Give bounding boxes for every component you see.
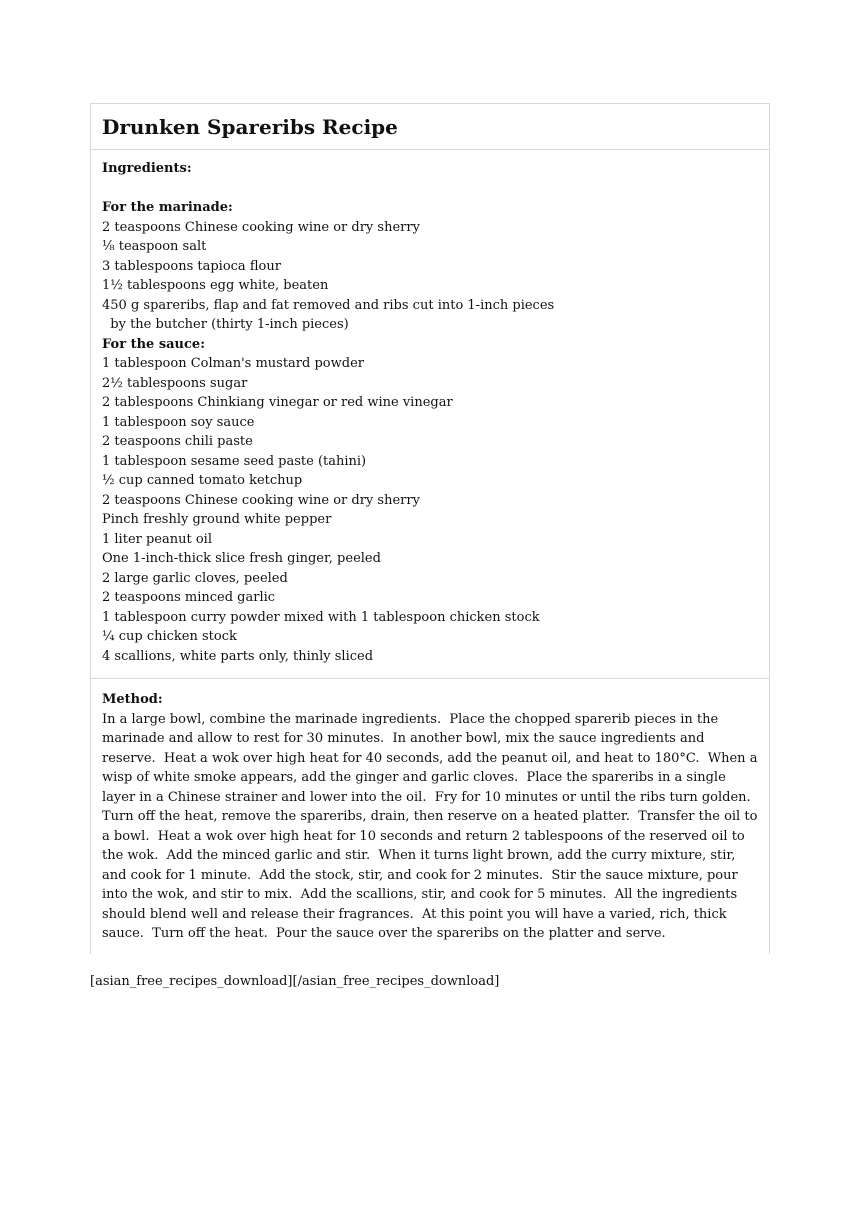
sauce-label: For the sauce:: [102, 336, 205, 352]
sauce-item: ½ cup canned tomato ketchup: [102, 473, 303, 488]
method-line: marinade and allow to rest for 30 minutes. In another bowl, mix the sauce ingredients and: [102, 731, 705, 746]
method-line: Turn off the heat, remove the spareribs, drain, then reserve on a heated platter. Transfer the oil to: [102, 809, 758, 824]
method-paragraph: [102, 710, 758, 944]
recipe-title: Drunken Spareribs Recipe: [102, 114, 398, 139]
marinade-item: ⅛ teaspoon salt: [102, 239, 207, 254]
sauce-item: 2 teaspoons chili paste: [102, 434, 253, 449]
sauce-item: 1 tablespoon Colman's mustard powder: [102, 356, 364, 371]
marinade-list: [102, 218, 758, 335]
sauce-item: 1 tablespoon curry powder mixed with 1 tablespoon chicken stock: [102, 609, 540, 625]
sauce-item: 2½ tablespoons sugar: [102, 375, 248, 391]
sauce-item: 1 tablespoon sesame seed paste (tahini): [102, 453, 367, 469]
spacer: [102, 179, 758, 199]
sauce-item: 1 liter peanut oil: [102, 531, 212, 547]
method-line: into the wok, and stir to mix. Add the scallions, stir, and cook for 5 minutes. All the ingredients: [102, 887, 738, 902]
sauce-item: 2 teaspoons minced garlic: [102, 590, 276, 605]
ingredients-label: Ingredients:: [102, 161, 192, 176]
sauce-item: 2 large garlic cloves, peeled: [102, 570, 288, 586]
sauce-item: ¼ cup chicken stock: [102, 629, 237, 644]
method-line: layer in a Chinese strainer and lower into the oil. Fry for 10 minutes or until the ribs turn golden.: [102, 789, 751, 805]
sauce-item: One 1-inch-thick slice fresh ginger, peeled: [102, 551, 381, 566]
ingredients-section: [91, 150, 769, 679]
marinade-item: 3 tablespoons tapioca flour: [102, 258, 281, 274]
method-label: Method:: [102, 692, 163, 707]
method-line: should blend well and release their fragrances. At this point you will have a varied, rich, thick: [102, 906, 727, 922]
marinade-item: by the butcher (thirty 1-inch pieces): [102, 317, 349, 332]
sauce-item: 4 scallions, white parts only, thinly sliced: [102, 648, 374, 664]
method-line: and cook for 1 minute. Add the stock, stir, and cook for 2 minutes. Stir the sauce mixture, pour: [102, 867, 738, 883]
recipe-header: [91, 104, 769, 150]
method-section: [91, 679, 769, 954]
sauce-item: 2 teaspoons Chinese cooking wine or dry sherry: [102, 492, 420, 508]
marinade-item: 1½ tablespoons egg white, beaten: [102, 278, 329, 293]
method-line: reserve. Heat a wok over high heat for 40 seconds, add the peanut oil, and heat to 180°C. When a: [102, 750, 758, 766]
method-line: a bowl. Heat a wok over high heat for 10 seconds and return 2 tablespoons of the reserved oil to: [102, 828, 745, 844]
download-shortcode: [asian_free_recipes_download][/asian_free_recipes_download]: [90, 974, 500, 989]
marinade-label: For the marinade:: [102, 200, 233, 215]
method-line: the wok. Add the minced garlic and stir. When it turns light brown, add the curry mixture, stir,: [102, 848, 736, 863]
sauce-list: [102, 354, 758, 666]
method-line: wisp of white smoke appears, add the ginger and garlic cloves. Place the spareribs in a single: [102, 770, 726, 785]
marinade-item: 2 teaspoons Chinese cooking wine or dry sherry: [102, 219, 420, 235]
sauce-item: Pinch freshly ground white pepper: [102, 512, 332, 527]
sauce-item: 1 tablespoon soy sauce: [102, 414, 255, 430]
marinade-item: 450 g spareribs, flap and fat removed and ribs cut into 1-inch pieces: [102, 297, 555, 313]
method-line: sauce. Turn off the heat. Pour the sauce over the spareribs on the platter and serve.: [102, 926, 666, 941]
method-line: In a large bowl, combine the marinade ingredients. Place the chopped sparerib pieces in the: [102, 711, 719, 727]
sauce-item: 2 tablespoons Chinkiang vinegar or red wine vinegar: [102, 395, 453, 410]
recipe-card: [90, 103, 770, 954]
